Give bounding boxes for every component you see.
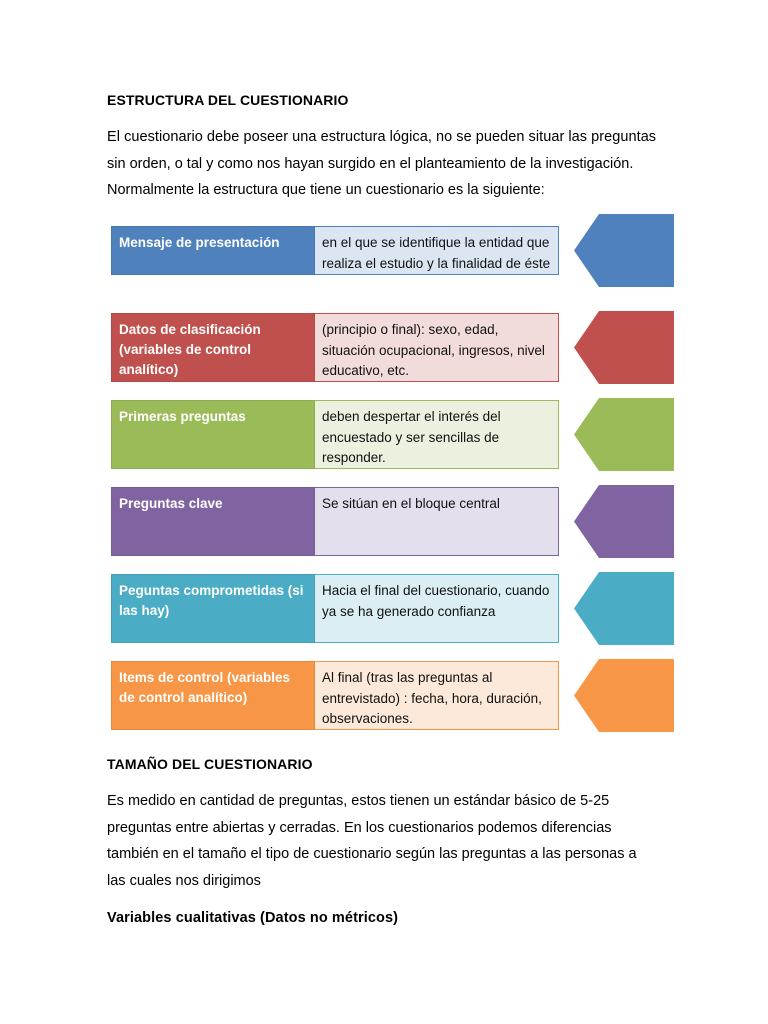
chevron-arrow-icon <box>572 485 674 558</box>
chevron-shape <box>574 572 674 645</box>
diagram-row <box>111 226 674 275</box>
row-description: Hacia el final del cuestionario, cuando ya se ha generado confianza <box>315 574 559 643</box>
paragraph-line: Normalmente la estructura que tiene un cuestionario es la siguiente: <box>107 182 545 198</box>
size-paragraph <box>107 788 661 894</box>
row-description: Al final (tras las preguntas al entrevistado) : fecha, hora, duración, observaciones. <box>315 661 559 730</box>
diagram-row <box>111 661 674 730</box>
intro-paragraph <box>107 124 661 204</box>
chevron-arrow-icon <box>572 214 674 287</box>
row-label: Peguntas comprometidas (si las hay) <box>111 574 315 643</box>
diagram-row <box>111 400 674 469</box>
chevron-arrow-icon <box>572 311 674 384</box>
row-label: Datos de clasificación (variables de control analítico) <box>111 313 315 382</box>
paragraph-line: Es medido en cantidad de preguntas, estos tienen un estándar básico de 5-25 <box>107 793 610 809</box>
section-title-variables: Variables cualitativas (Datos no métricos) <box>107 910 399 926</box>
chevron-shape <box>574 659 674 732</box>
section-title-tamano: TAMAÑO DEL CUESTIONARIO <box>107 756 313 772</box>
row-label: Preguntas clave <box>111 487 315 556</box>
section-title-estructura: ESTRUCTURA DEL CUESTIONARIO <box>107 92 349 108</box>
chevron-arrow-icon <box>572 659 674 732</box>
row-description: deben despertar el interés del encuestado y ser sencillas de responder. <box>315 400 559 469</box>
paragraph-line: también en el tamaño el tipo de cuestionario según las preguntas a las personas a <box>107 846 637 862</box>
diagram-row <box>111 574 674 643</box>
row-label: Primeras preguntas <box>111 400 315 469</box>
paragraph-line: las cuales nos dirigimos <box>107 872 261 889</box>
paragraph-line: preguntas entre abiertas y cerradas. En los cuestionarios podemos diferencias <box>107 819 612 836</box>
chevron-arrow-icon <box>572 398 674 471</box>
row-description: Se sitúan en el bloque central <box>315 487 559 556</box>
diagram-row <box>111 313 674 382</box>
paragraph-line: sin orden, o tal y como nos hayan surgido en el planteamiento de la investigación. <box>107 155 634 172</box>
diagram-row <box>111 487 674 556</box>
row-description: en el que se identifique la entidad que realiza el estudio y la finalidad de éste <box>315 226 559 275</box>
row-description: (principio o final): sexo, edad, situación ocupacional, ingresos, nivel educativo, etc. <box>315 313 559 382</box>
row-label: Mensaje de presentación <box>111 226 315 275</box>
paragraph-line: El cuestionario debe poseer una estructura lógica, no se pueden situar las preguntas <box>107 129 657 145</box>
chevron-shape <box>574 485 674 558</box>
chevron-shape <box>574 398 674 471</box>
chevron-shape <box>574 214 674 287</box>
chevron-arrow-icon <box>572 572 674 645</box>
chevron-shape <box>574 311 674 384</box>
row-label: Items de control (variables de control analítico) <box>111 661 315 730</box>
